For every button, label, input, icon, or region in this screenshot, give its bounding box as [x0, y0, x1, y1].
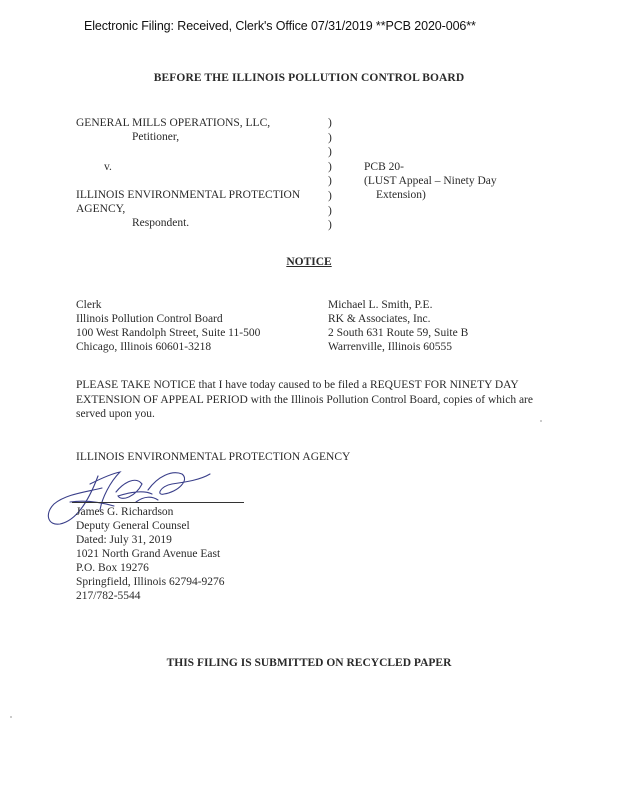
addressee-right-3: 2 South 631 Route 59, Suite B [328, 327, 469, 339]
respondent-name-line1: ILLINOIS ENVIRONMENTAL PROTECTION [76, 189, 301, 201]
paren: ) [328, 189, 332, 202]
paren: ) [328, 160, 332, 173]
paren: ) [328, 219, 332, 232]
scan-speck [10, 716, 12, 718]
addressee-left-1: Clerk [76, 299, 102, 311]
scan-speck [540, 420, 542, 422]
addressee-left-4: Chicago, Illinois 60601-3218 [76, 341, 212, 353]
dated-line: Dated: July 31, 2019 [76, 534, 172, 546]
paren: ) [328, 131, 332, 144]
addressee-right-1: Michael L. Smith, P.E. [328, 299, 433, 311]
address-line-1: 1021 North Grand Avenue East [76, 548, 221, 560]
agency-name: ILLINOIS ENVIRONMENTAL PROTECTION AGENCY [76, 451, 351, 463]
notice-heading: NOTICE [286, 256, 332, 268]
petitioner-name: GENERAL MILLS OPERATIONS, LLC, [76, 117, 271, 129]
paren: ) [328, 175, 332, 188]
electronic-filing-stamp: Electronic Filing: Received, Clerk's Office 07/31/2019 **PCB 2020-006** [84, 19, 476, 33]
signature-line [72, 502, 244, 503]
recycled-paper-footer: THIS FILING IS SUBMITTED ON RECYCLED PAPER [166, 657, 452, 669]
petitioner-role: Petitioner, [132, 131, 180, 143]
address-line-3: Springfield, Illinois 62794-9276 [76, 576, 225, 588]
paren: ) [328, 146, 332, 159]
signer-title: Deputy General Counsel [76, 520, 190, 532]
addressee-right-2: RK & Associates, Inc. [328, 313, 431, 325]
paren: ) [328, 117, 332, 129]
case-number: PCB 20- [364, 161, 404, 173]
addressee-left-2: Illinois Pollution Control Board [76, 313, 223, 325]
case-type-line2: Extension) [376, 189, 426, 201]
case-type-line1: (LUST Appeal – Ninety Day [364, 175, 497, 187]
notice-paragraph: PLEASE TAKE NOTICE that I have today caused to be filed a REQUEST FOR NINETY DAY EXTENSION OF APPEAL PERIOD with the Illinois Pollution Control Board, copies of which are served upon you. [76, 379, 533, 420]
address-line-2: P.O. Box 19276 [76, 562, 149, 574]
phone-number: 217/782-5544 [76, 590, 141, 602]
versus: v. [104, 161, 112, 173]
respondent-role: Respondent. [132, 217, 190, 229]
addressee-right-4: Warrenville, Illinois 60555 [328, 341, 452, 353]
signer-name: James G. Richardson [76, 506, 174, 518]
paren: ) [328, 204, 332, 217]
addressee-left-3: 100 West Randolph Street, Suite 11-500 [76, 327, 261, 339]
board-title: BEFORE THE ILLINOIS POLLUTION CONTROL BOARD [153, 72, 465, 84]
caption-parentheses [328, 116, 338, 233]
respondent-name-line2: AGENCY, [76, 203, 126, 215]
